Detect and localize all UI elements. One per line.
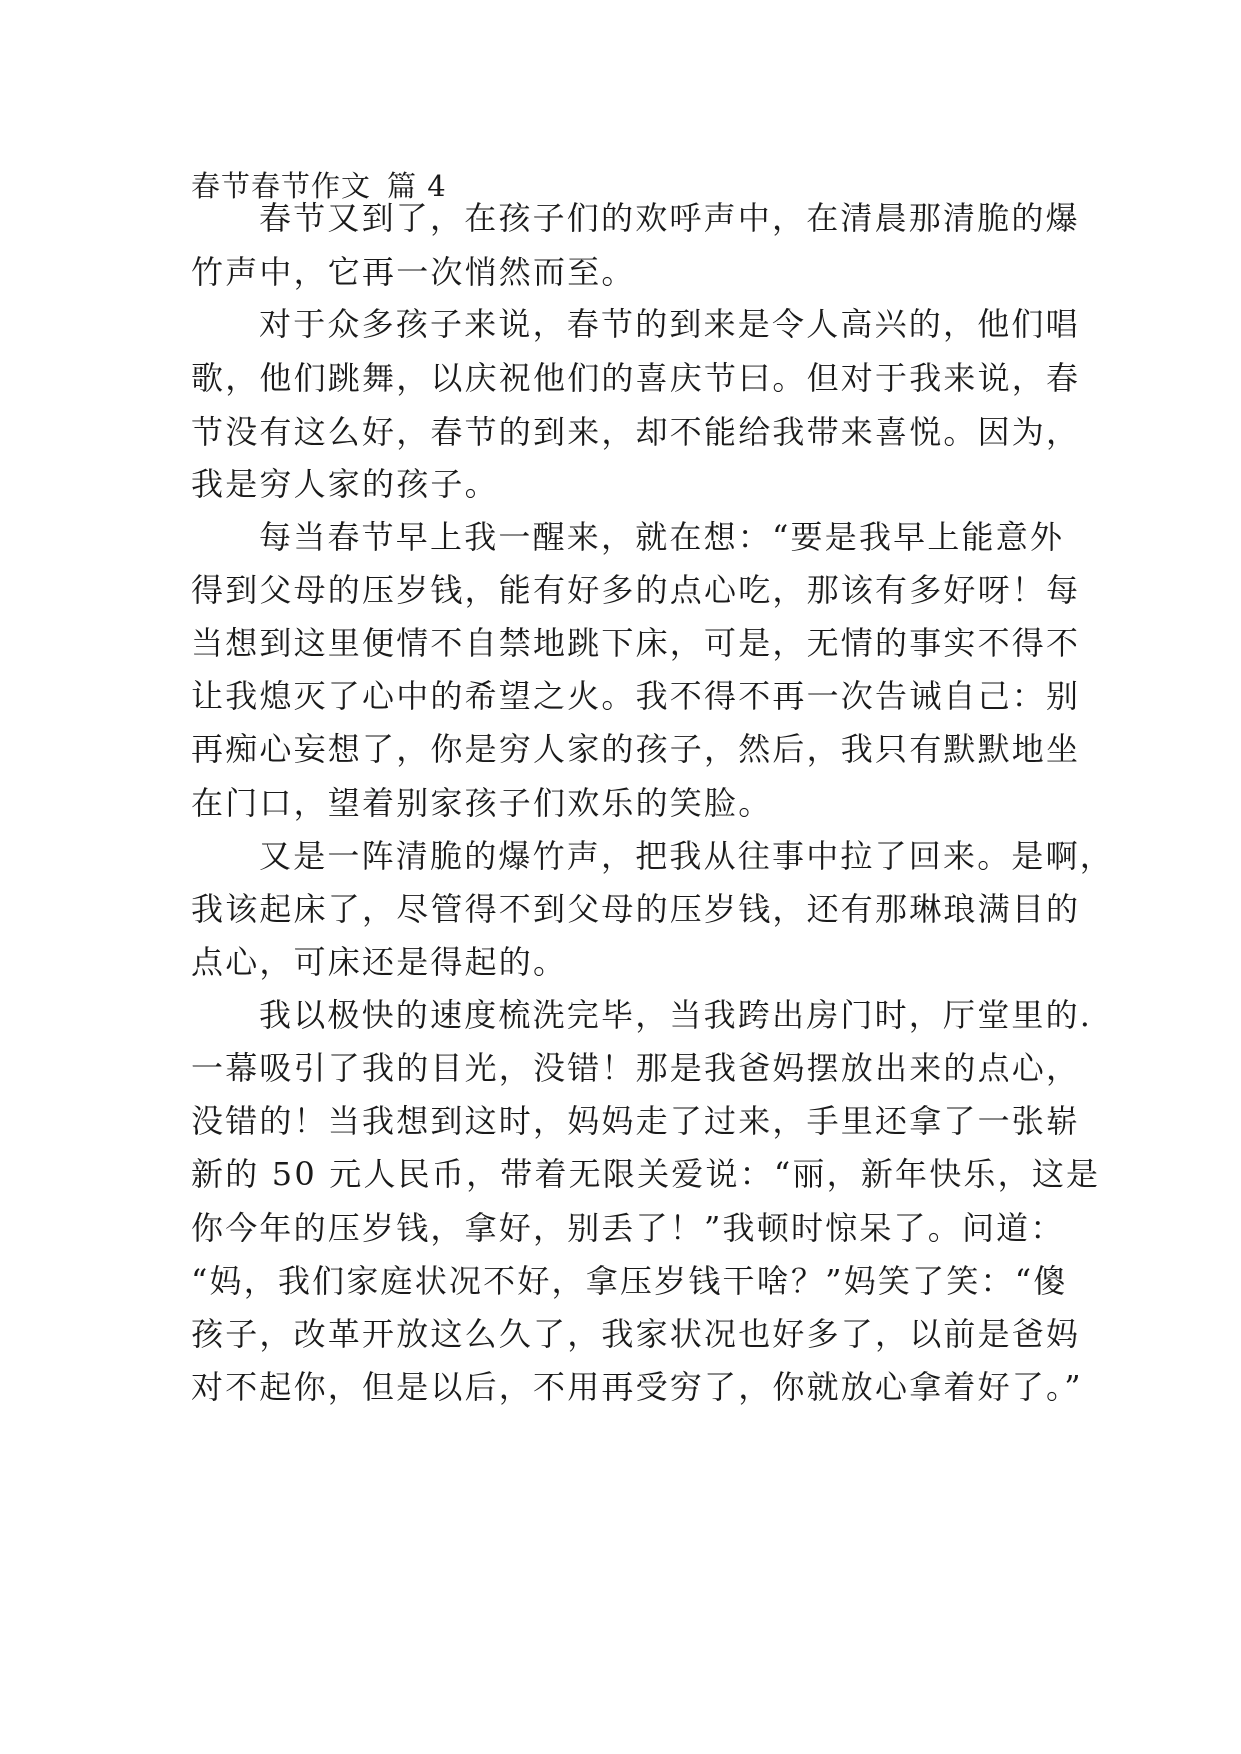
text-line: 每当春节早上我一醒来，就在想：“要是我早上能意外 bbox=[259, 518, 1065, 556]
text-line: 新的 50 元人民币，带着无限关爱说：“丽，新年快乐，这是 bbox=[191, 1155, 1101, 1193]
text-line: 我该起床了，尽管得不到父母的压岁钱，还有那琳琅满目的 bbox=[191, 890, 1081, 928]
text-line: 我是穷人家的孩子。 bbox=[191, 465, 499, 503]
text-line: 又是一阵清脆的爆竹声，把我从往事中拉了回来。是啊， bbox=[259, 837, 1115, 875]
text-line: 再痴心妄想了，你是穷人家的孩子，然后，我只有默默地坐 bbox=[191, 730, 1081, 768]
text-line: 竹声中，它再一次悄然而至。 bbox=[191, 253, 636, 291]
text-line: 我以极快的速度梳洗完毕，当我跨出房门时，厅堂里的. bbox=[259, 996, 1093, 1034]
text-line: 让我熄灭了心中的希望之火。我不得不再一次告诫自己：别 bbox=[191, 677, 1081, 715]
text-line: 节没有这么好，春节的到来，却不能给我带来喜悦。因为， bbox=[191, 413, 1081, 451]
text-line: 点心，可床还是得起的。 bbox=[191, 943, 568, 981]
text-line: 当想到这里便情不自禁地跳下床，可是，无情的事实不得不 bbox=[191, 624, 1081, 662]
text-line: 对于众多孩子来说，春节的到来是令人高兴的，他们唱 bbox=[259, 305, 1080, 343]
text-line: 歌，他们跳舞，以庆祝他们的喜庆节曰。但对于我来说，春 bbox=[191, 359, 1081, 397]
text-line: 孩子，改革开放这么久了，我家状况也好多了，以前是爸妈 bbox=[191, 1315, 1081, 1353]
text-line: 没错的！当我想到这时，妈妈走了过来，手里还拿了一张崭 bbox=[191, 1102, 1081, 1140]
title-part: 篇 4 bbox=[387, 169, 447, 203]
text-line: 你今年的压岁钱，拿好，别丢了！”我顿时惊呆了。问道： bbox=[191, 1209, 1065, 1247]
text-line: 春节又到了，在孩子们的欢呼声中，在清晨那清脆的爆 bbox=[259, 199, 1080, 237]
text-line: 对不起你，但是以后，不用再受穷了，你就放心拿着好了。” bbox=[191, 1368, 1083, 1406]
text-line: 得到父母的压岁钱，能有好多的点心吃，那该有多好呀！每 bbox=[191, 571, 1081, 609]
text-line: 在门口，望着别家孩子们欢乐的笑脸。 bbox=[191, 784, 773, 822]
title-main: 春节春节作文 bbox=[191, 169, 372, 203]
text-line: “妈，我们家庭状况不好，拿压岁钱干啥？”妈笑了笑：“傻 bbox=[191, 1262, 1068, 1300]
text-line: 一幕吸引了我的目光，没错！那是我爸妈摆放出来的点心， bbox=[191, 1049, 1081, 1087]
